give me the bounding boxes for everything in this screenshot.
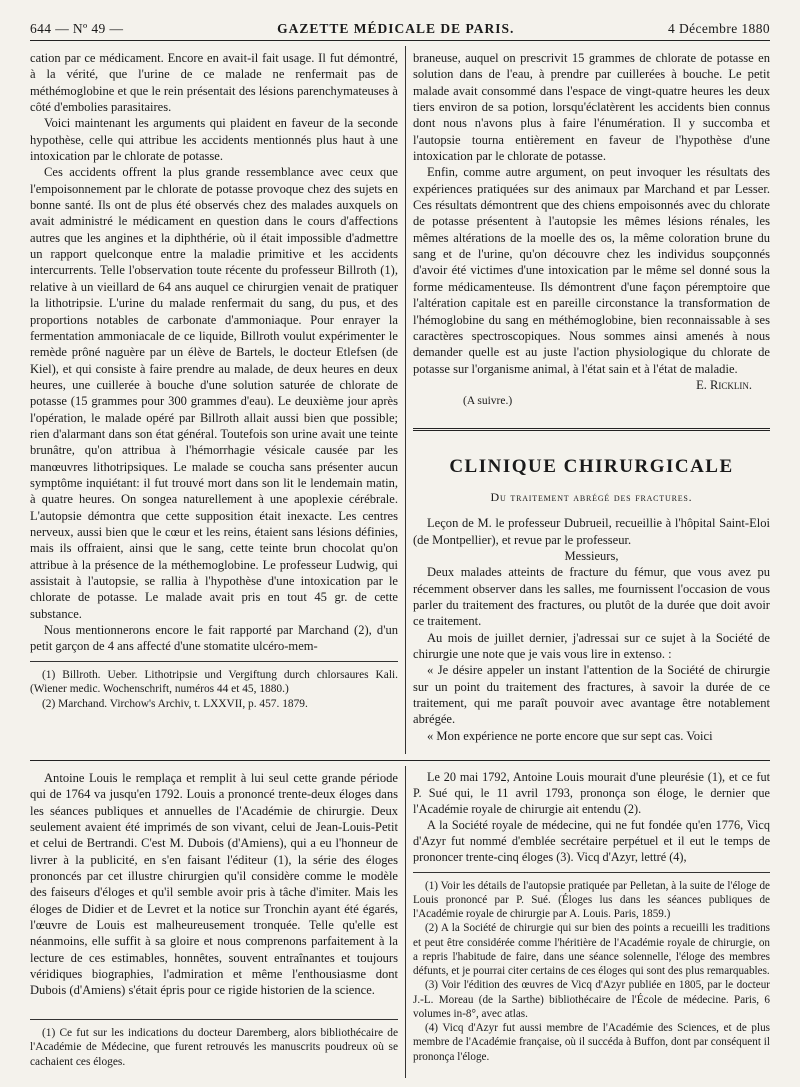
upper-left-column: [30, 50, 398, 712]
author-signature: E. Ricklin.: [696, 377, 752, 392]
paragraph: A la Société royale de médecine, qui ne fut fondée qu'en 1776, Vicq d'Azyr fut nommé d'emblée secrétaire perpétuel et il eut le temps de prononcer trente-cinq éloges (3). Vicq d'Azyr, lettré (4),: [413, 817, 770, 864]
paragraph: cation par ce médicament. Encore en avait-il fait usage. Il fut démontré, à la vérité, que l'urine de ce malade ne renfermait pas de méthémoglobine et que le rein présentait des lésions parenchymateuses à côté d'embolies parasitaires.: [30, 51, 398, 115]
footnote: (1) Billroth. Ueber. Lithotripsie und Vergiftung durch chlorsaures Kali. (Wiener medic. Wochenschrift, numéros 44 et 45, 1880.): [30, 668, 398, 696]
section-rule: [413, 428, 770, 431]
lower-left-column: [30, 770, 398, 1070]
paragraph: Deux malades atteints de fracture du fémur, que vous avez pu récemment observer dans les salles, me fournissent l'occasion de vous parler du traitement des fractures, ou plutôt de la durée que doit avoir ce traitement.: [413, 565, 770, 629]
page-number: 644 — Nº 49 —: [30, 21, 124, 36]
footnote: (4) Vicq d'Azyr fut aussi membre de l'Académie des Sciences, et de plus membre de l'Académie française, où il succéda à Buffon, dont par conséquent il prononça l'éloge.: [413, 1022, 770, 1063]
paragraph: Le 20 mai 1792, Antoine Louis mourait d'une pleurésie (1), et ce fut P. Sué qui, le 11 avril 1793, prononça son éloge, le dernier que l'Académie royale de chirurgie ait entendu (2).: [413, 770, 770, 816]
column-divider-lower: [405, 766, 406, 1078]
footnote: (1) Voir les détails de l'autopsie pratiquée par Pelletan, à la suite de l'éloge de Louis prononcé par P. Sué. (Éloges lus dans les séances publiques de l'Académie royale de chirurgie par A. Louis. Paris, 1859.): [413, 879, 770, 921]
issue-date: 4 Décembre 1880: [668, 21, 770, 36]
mid-page-rule: [30, 760, 770, 761]
paragraph: braneuse, auquel on prescrivit 15 grammes de chlorate de potasse en solution dans de l'eau, à prendre par cuillerées à bouche. Le petit malade avait consommé dans l'espace de vingt-quatre heures les deux tiers environ de sa potion, lorsqu'éclatèrent les accidents bien connus dont nous n'avons plus à faire l'énumération. Il y succomba et l'autopsie tourna entièrement en faveur de l'hypothèse d'une intoxication par le chlorate de potasse.: [413, 51, 770, 164]
section-title: CLINIQUE CHIRURGICALE: [449, 455, 734, 477]
footnotes: [30, 668, 398, 712]
paragraph: Voici maintenant les arguments qui plaident en faveur de la seconde hypothèse, celle qui attribue les accidents mentionnés plus haut à une intoxication par le chlorate de potasse.: [30, 116, 398, 164]
to-be-continued: (A suivre.): [463, 395, 513, 408]
paragraph: « Je désire appeler un instant l'attention de la Société de chirurgie sur un point du traitement des fractures, à savoir la durée de ce traitement, qui me paraît pouvoir avec avantage être notablement abrégée.: [413, 663, 770, 727]
paragraph: Ces accidents offrent la plus grande ressemblance avec ceux que l'empoisonnement par le chlorate de potasse provoque chez des sujets en bonne santé. Ils ont de plus été observés chez des malades auxquels on avait administré le médicament en question dans le cours d'affections autres que les angines et la diphthérie, où il était impossible d'admettre un rapport quelconque entre la maladie primitive et les accidents intercurrents. Telle l'observation toute récente du professeur Billroth (1), relative à un vieillard de 64 ans auquel ce chirurgien venait de pratiquer la lithotripsie. L'urine du malade renfermait du sang, du pus, et des proportions notables de carbonate d'ammoniaque. Pour enrayer la fermentation ammoniacale de ce liquide, Billroth voulut expérimenter le remède prôné naguère par un élève de Bartels, le docteur Etlefsen (de Kiel), et qui consiste à faire prendre au malade, de deux heures en deux heures, une cuillerée à bouche d'une solution saturée de chlorate de potasse (15 grammes pour 300 grammes d'eau). Le deuxième jour après l'opération, le malade opéré par Billroth allait aussi bien que possible; rien d'alarmant dans son état général. Toutefois son urine avait une teinte brunâtre, qu'on attribua à l'hémorrhagie vésicale causée par les manœuvres lithotripsiques. Le malade se coucha sans présenter aucun symptôme inquiétant: il fut trouvé mort dans son lit le lendemain matin, à quatre heures. On songea naturellement à une apoplexie cérébrale. L'autopsie démontra que cette supposition était inexacte. Les centres nerveux, aussi bien que le cœur et les reins, étaient sans lésions définies, mais ils offraient, ainsi que le sang, cette teinte brun chocolat qu'on attribue à la présence de la méthemoglobine. Le professeur Ludwig, qui assistait à l'autopsie, se rallia à l'hypothèse d'une intoxication par le chlorate de potasse. Le malade avait pris en tout 45 gr. de cette substance.: [30, 165, 398, 621]
paragraph: Antoine Louis le remplaça et remplit à lui seul cette grande période qui de 1764 va jusqu'en 1792. Louis a prononcé trente-deux éloges dans les séances publiques et annuelles de l'Académie de chirurgie. Deux seulement avaient été imprimés de son vivant, celui de Jean-Louis-Petit et celui de Bertrandi. C'est M. Dubois (d'Amiens), qui a eu l'honneur de livrer à la publicité, en s'en faisant l'éditeur (1), la série des éloges prononcés par cet illustre chirurgien qu'il considère comme le modèle des faiseurs d'éloges et qu'il semble avoir pris à tâche d'imiter. Mais les éloges de Didier et de Levret et la notice sur Tronchin ayant été égarés, l'œuvre de Louis est malheureusement tronquée. Telle qu'elle est néanmoins, elle suffit à sa gloire et nous comprenons parfaitement à la lecture de ces estimables, honnêtes, souvent entraînantes et toujours véridiques biographies, l'admiration et même l'enthousiasme dont Dubois (d'Amiens) s'était épris pour ce rigide historien de la science.: [30, 771, 398, 998]
upper-right-column: [413, 50, 770, 744]
footnotes: [413, 879, 770, 1064]
header-rule: [30, 40, 770, 41]
column-divider-upper: [405, 46, 406, 754]
salutation: Messieurs,: [564, 548, 619, 563]
lower-right-column: [413, 770, 770, 1064]
footnote: (2) A la Société de chirurgie qui sur bien des points a recueilli les traditions et peut être considérée comme l'héritière de l'Académie royale de chirurgie, on a repris l'habitude de faire, dans une séance solennelle, l'éloge des membres défunts, et je pourrai citer certains de ces éloges qui sont des plus remarquables.: [413, 922, 770, 978]
footnote: (2) Marchand. Virchow's Archiv, t. LXXVII, p. 457. 1879.: [42, 697, 308, 710]
journal-title: GAZETTE MÉDICALE DE PARIS.: [277, 21, 515, 36]
paragraph: Nous mentionnerons encore le fait rapporté par Marchand (2), d'un petit garçon de 4 ans affecté d'une stomatite ulcéro-mem-: [30, 623, 398, 654]
footnote-rule: [30, 661, 398, 662]
footnote-rule: [30, 1019, 398, 1020]
paragraph: Enfin, comme autre argument, on peut invoquer les résultats des expériences pratiquées sur des animaux par Marchand et par Lesser. Ces résultats démontrent que des chiens empoisonnés avec du chlorate de potasse présentent à l'autopsie les mêmes lésions rénales, les mêmes altérations de la moelle des os, la même coloration brune du sang et de l'urine, qu'on découvre chez les individus soupçonnés d'avoir été victimes d'une intoxication par le même sel donné sous la forme médicamenteuse. Ils démontrent d'une façon péremptoire que l'altération capitale est en pareille circonstance la transformation de l'hémoglobine du sang en méthémoglobine, bien reconnaissable à ses caractères spectroscopiques. Nous sommes ainsi amenés à nous demander quelle est au juste l'action physiologique du chlorate de potasse sur l'organisme animal, à l'état sain et à l'état de maladie.: [413, 165, 770, 376]
page-header: [30, 18, 770, 40]
footnote-rule: [413, 872, 770, 873]
footnote: (1) Ce fut sur les indications du docteur Daremberg, alors bibliothécaire de l'Académie de Médecine, que furent retrouvés les manuscrits poudreux où se cachaient ces éloges.: [30, 1026, 398, 1068]
lecture-credit: Leçon de M. le professeur Dubrueil, recueillie à l'hôpital Saint-Eloi (de Montpellier), et revue par le professeur.: [413, 516, 770, 547]
paragraph: « Mon expérience ne porte encore que sur sept cas. Voici: [427, 728, 713, 743]
footnotes: [30, 1026, 398, 1070]
paragraph: Au mois de juillet dernier, j'adressai sur ce sujet à la Société de chirurgie une note que je vais vous lire in extenso. :: [413, 630, 770, 661]
footnote: (3) Voir l'édition des œuvres de Vicq d'Azyr publiée en 1805, par le docteur J.-L. Moreau (de la Sarthe) bibliothécaire de l'École de médecine. Paris, 6 volumes in-8°, avec atlas.: [413, 979, 770, 1020]
section-subtitle: Du traitement abrégé des fractures.: [490, 489, 693, 504]
